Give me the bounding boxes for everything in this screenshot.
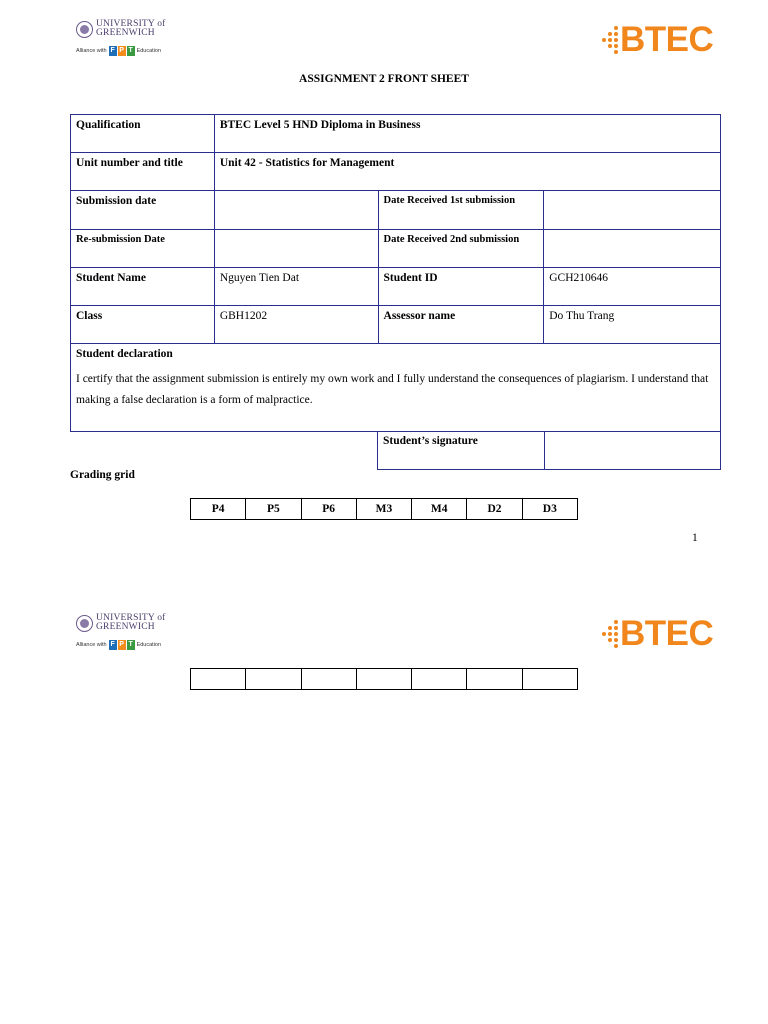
alliance-line: Alliance with F P T Education xyxy=(76,47,162,54)
date-received-2-label: Date Received 2nd submission xyxy=(378,230,544,268)
btec-wordmark: BTEC xyxy=(620,614,714,653)
unit-value: Unit 42 - Statistics for Management xyxy=(214,153,720,191)
class-value: GBH1202 xyxy=(214,306,378,344)
fpt-logo-icon: F P T xyxy=(110,641,133,648)
student-id-label: Student ID xyxy=(378,268,544,306)
logo-line-2: GREENWICH xyxy=(96,28,155,38)
greenwich-crest-icon xyxy=(76,615,93,632)
declaration-text: I certify that the assignment submission is entirely my own work and I fully understand the consequences of plagiarism. I understand that making a false declaration is a form of malpractice. xyxy=(76,373,709,406)
submission-date-label: Submission date xyxy=(71,191,215,230)
btec-logo-page2 xyxy=(600,616,720,652)
btec-logo xyxy=(600,22,720,58)
date-received-1-field[interactable] xyxy=(544,191,721,230)
grade-header-m3: M3 xyxy=(356,499,411,520)
assessor-label: Assessor name xyxy=(378,306,544,344)
student-name-value: Nguyen Tien Dat xyxy=(214,268,378,306)
class-label: Class xyxy=(71,306,215,344)
page-title: ASSIGNMENT 2 FRONT SHEET xyxy=(299,73,469,85)
btec-dots-icon xyxy=(600,26,622,54)
grade-header-d3: D3 xyxy=(522,499,577,520)
grade-cell-m3[interactable] xyxy=(356,669,411,690)
student-name-label: Student Name xyxy=(71,268,215,306)
student-declaration xyxy=(71,344,721,432)
submission-date-field[interactable] xyxy=(214,191,378,230)
grade-cell-d2[interactable] xyxy=(467,669,522,690)
alliance-line: Alliance with F P T Education xyxy=(76,641,162,648)
grade-cell-p5[interactable] xyxy=(246,669,301,690)
grade-cell-p4[interactable] xyxy=(191,669,246,690)
grade-cell-m4[interactable] xyxy=(412,669,467,690)
logo-line-1: UNIVERSITY of xyxy=(96,613,166,623)
qualification-value: BTEC Level 5 HND Diploma in Business xyxy=(214,115,720,153)
date-received-2-field[interactable] xyxy=(544,230,721,268)
resubmission-date-label: Re-submission Date xyxy=(71,230,215,268)
grade-cell-d3[interactable] xyxy=(522,669,577,690)
grade-cell-p6[interactable] xyxy=(301,669,356,690)
qualification-label: Qualification xyxy=(71,115,215,153)
student-id-value: GCH210646 xyxy=(544,268,721,306)
signature-label: Student’s signature xyxy=(378,432,545,470)
date-received-1-label: Date Received 1st submission xyxy=(378,191,544,230)
signature-field[interactable] xyxy=(544,432,720,470)
declaration-heading: Student declaration xyxy=(76,348,173,360)
unit-label: Unit number and title xyxy=(71,153,215,191)
grade-header-p5: P5 xyxy=(246,499,301,520)
signature-table xyxy=(377,431,721,470)
logo-line-1: UNIVERSITY of xyxy=(96,19,166,29)
grade-header-p4: P4 xyxy=(191,499,246,520)
page-number: 1 xyxy=(692,532,698,544)
fpt-logo-icon: F P T xyxy=(110,47,133,54)
grade-header-d2: D2 xyxy=(467,499,522,520)
grading-grid-values xyxy=(190,668,578,690)
assessor-value: Do Thu Trang xyxy=(544,306,721,344)
grade-header-p6: P6 xyxy=(301,499,356,520)
resubmission-date-field[interactable] xyxy=(214,230,378,268)
btec-dots-icon xyxy=(600,620,622,648)
grading-grid xyxy=(190,498,578,520)
btec-wordmark: BTEC xyxy=(620,20,714,59)
grading-grid-label: Grading grid xyxy=(70,469,135,481)
greenwich-crest-icon xyxy=(76,21,93,38)
logo-line-2: GREENWICH xyxy=(96,622,155,632)
grade-header-m4: M4 xyxy=(412,499,467,520)
front-sheet-table xyxy=(70,114,721,432)
